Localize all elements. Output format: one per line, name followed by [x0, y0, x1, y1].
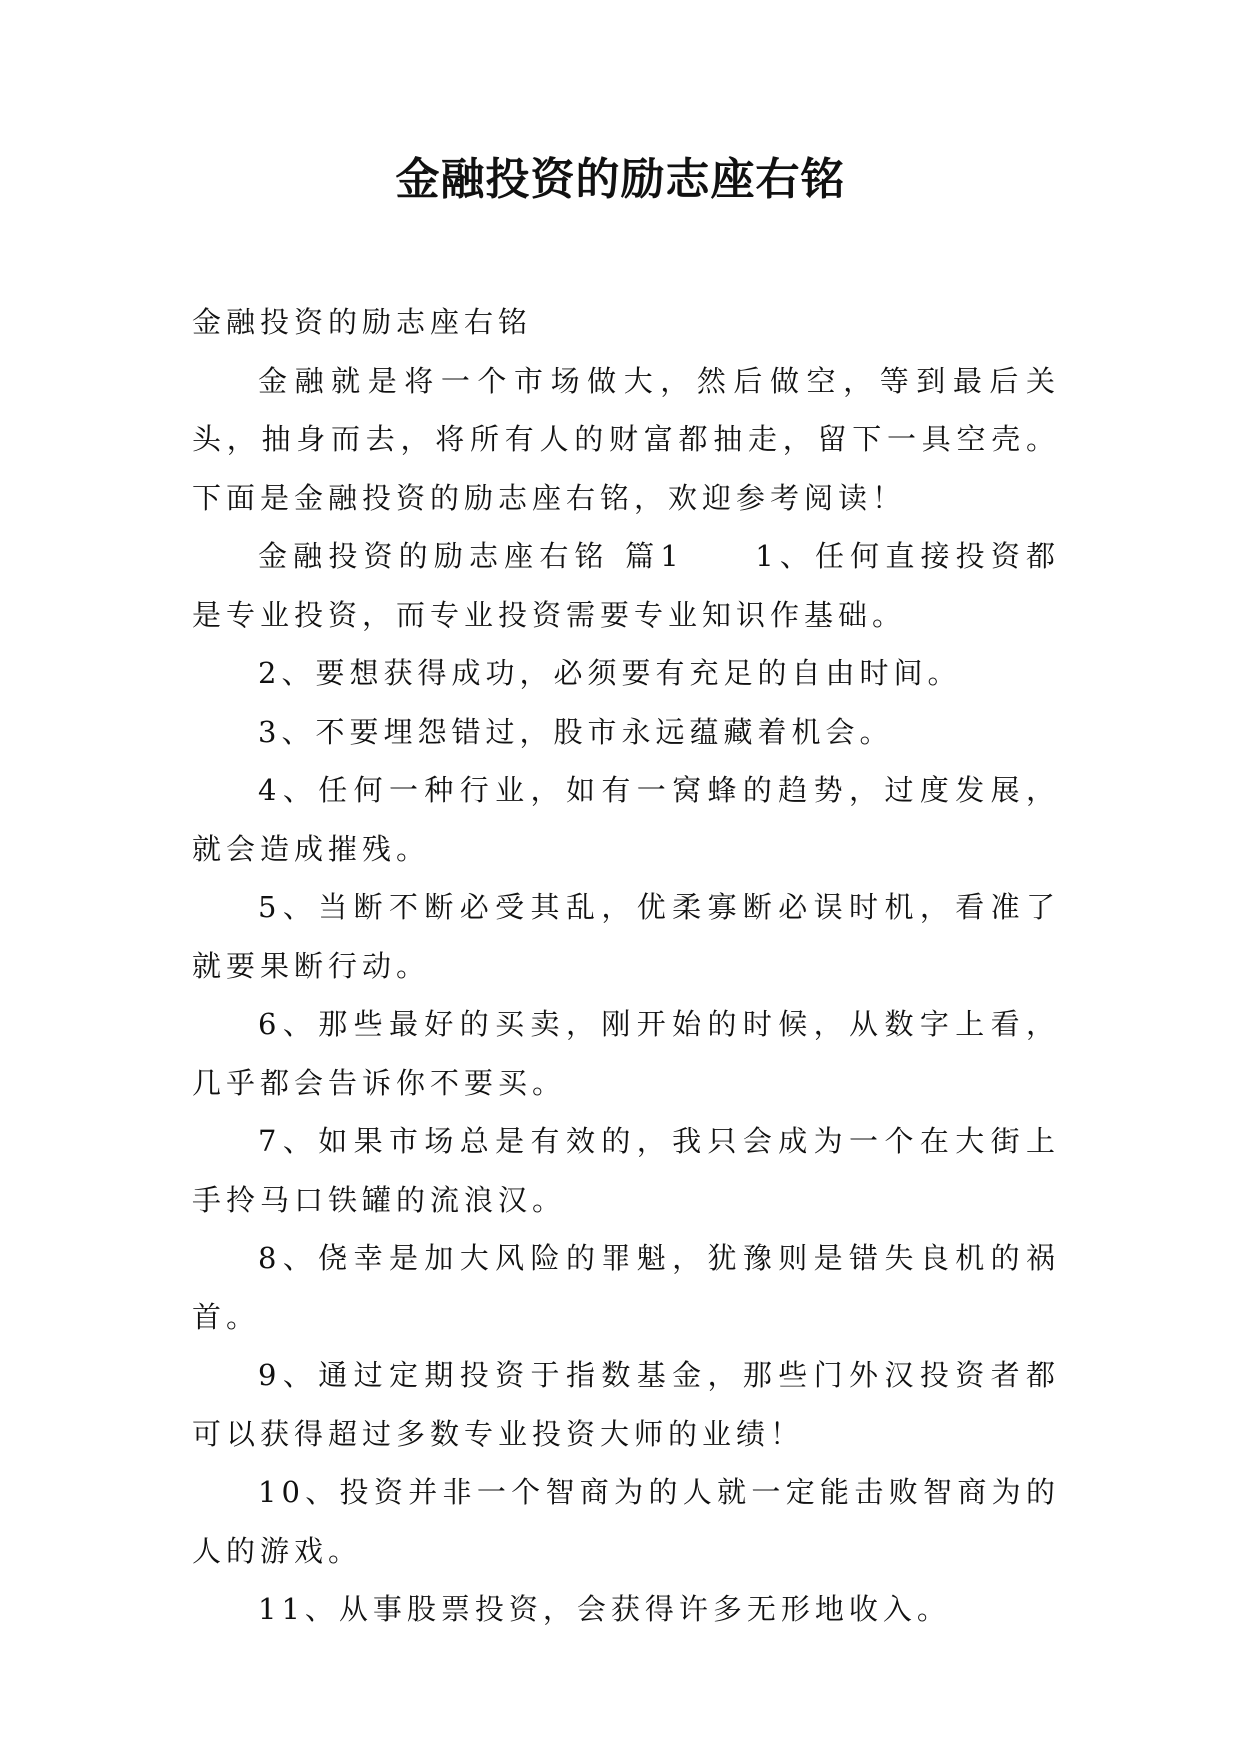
document-subtitle: 金融投资的励志座右铭: [192, 305, 533, 339]
paragraph-item-9: 9、通过定期投资于指数基金，那些门外汉投资者都可以获得超过多数专业投资大师的业绩！: [192, 1358, 1060, 1451]
paragraph-intro: 金融就是将一个市场做大，然后做空，等到最后关头，抽身而去，将所有人的财富都抽走，留下一具空壳。下面是金融投资的励志座右铭，欢迎参考阅读！: [192, 363, 1060, 515]
paragraph-item-1: 金融投资的励志座右铭 篇1 1、任何直接投资都是专业投资，而专业投资需要专业知识作基础。: [192, 539, 1060, 632]
paragraph-item-11: 11、从事股票投资，会获得许多无形地收入。: [258, 1592, 951, 1626]
document-body: [192, 293, 1060, 1639]
page-title: 金融投资的励志座右铭: [395, 154, 846, 205]
paragraph-item-5: 5、当断不断必受其乱，优柔寡断必误时机，看准了就要果断行动。: [192, 890, 1060, 983]
paragraph-item-4: 4、任何一种行业，如有一窝蜂的趋势，过度发展，就会造成摧残。: [192, 773, 1060, 866]
paragraph-item-8: 8、侥幸是加大风险的罪魁，犹豫则是错失良机的祸首。: [192, 1241, 1060, 1334]
paragraph-item-2: 2、要想获得成功，必须要有充足的自由时间。: [258, 656, 962, 690]
paragraph-item-6: 6、那些最好的买卖，刚开始的时候，从数字上看，几乎都会告诉你不要买。: [192, 1007, 1060, 1100]
paragraph-item-3: 3、不要埋怨错过，股市永远蕴藏着机会。: [258, 714, 894, 749]
paragraph-item-10: 10、投资并非一个智商为的人就一定能击败智商为的人的游戏。: [192, 1475, 1060, 1568]
paragraph-item-7: 7、如果市场总是有效的，我只会成为一个在大街上手拎马口铁罐的流浪汉。: [192, 1124, 1060, 1217]
